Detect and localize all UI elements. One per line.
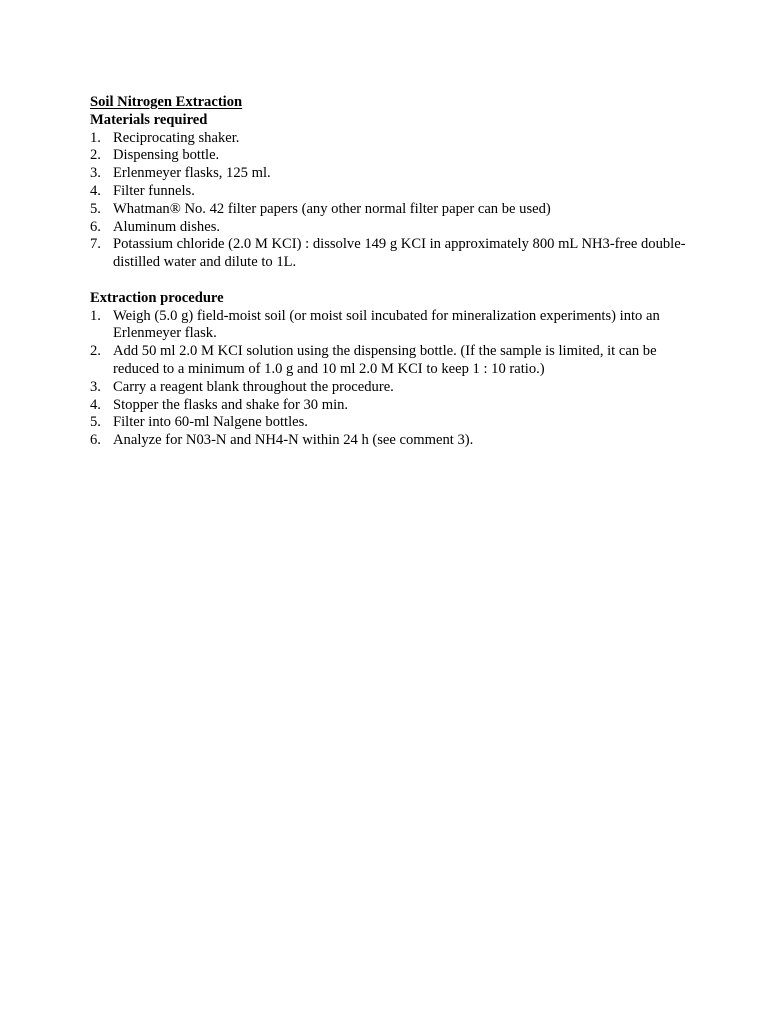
list-item-number: 4. <box>90 182 101 199</box>
document-title: Soil Nitrogen Extraction <box>90 94 243 110</box>
document-content <box>90 94 690 450</box>
procedure-list <box>90 308 690 450</box>
list-item-text: Potassium chloride (2.0 M KCI) : dissolve 149 g KCI in approximately 800 mL NH3-free double-distilled water and dilute to 1L. <box>113 236 686 271</box>
list-item <box>90 397 690 415</box>
list-item-number: 7. <box>90 236 101 253</box>
materials-heading: Materials required <box>90 111 208 128</box>
list-item-number: 5. <box>90 414 101 431</box>
list-item-text: Stopper the flasks and shake for 30 min. <box>113 396 349 413</box>
list-item-number: 3. <box>90 378 101 395</box>
list-item-text: Carry a reagent blank throughout the procedure. <box>113 378 394 395</box>
materials-list <box>90 130 690 272</box>
list-item <box>90 308 690 344</box>
list-item <box>90 130 690 148</box>
list-item-text: Analyze for N03-N and NH4-N within 24 h (see comment 3). <box>113 432 474 449</box>
list-item <box>90 201 690 219</box>
list-item-number: 6. <box>90 218 101 235</box>
list-item <box>90 183 690 201</box>
list-item-number: 1. <box>90 307 101 324</box>
procedure-heading: Extraction procedure <box>90 289 224 306</box>
list-item-text: Weigh (5.0 g) field-moist soil (or moist soil incubated for mineralization experiments) into an Erlenmeyer flask. <box>113 307 660 342</box>
list-item-number: 3. <box>90 165 101 182</box>
list-item <box>90 147 690 165</box>
list-item <box>90 432 690 450</box>
list-item-number: 6. <box>90 432 101 449</box>
list-item-number: 1. <box>90 129 101 146</box>
list-item <box>90 219 690 237</box>
list-item <box>90 343 690 379</box>
list-item <box>90 236 690 272</box>
list-item-number: 4. <box>90 396 101 413</box>
list-item <box>90 379 690 397</box>
list-item-text: Erlenmeyer flasks, 125 ml. <box>113 165 271 182</box>
list-item-text: Aluminum dishes. <box>113 218 221 235</box>
list-item-text: Add 50 ml 2.0 M KCI solution using the dispensing bottle. (If the sample is limited, it can be reduced to a minimum of 1.0 g and 10 ml 2.0 M KCI to keep 1 : 10 ratio.) <box>113 343 657 377</box>
list-item <box>90 414 690 432</box>
list-item <box>90 165 690 183</box>
list-item-number: 2. <box>90 343 101 360</box>
list-item-text: Filter into 60-ml Nalgene bottles. <box>113 414 308 431</box>
list-item-text: Whatman® No. 42 filter papers (any other normal filter paper can be used) <box>113 200 551 217</box>
list-item-number: 5. <box>90 200 101 217</box>
list-item-text: Reciprocating shaker. <box>113 129 240 146</box>
list-item-text: Dispensing bottle. <box>113 147 220 164</box>
list-item-text: Filter funnels. <box>113 182 195 199</box>
list-item-number: 2. <box>90 147 101 164</box>
